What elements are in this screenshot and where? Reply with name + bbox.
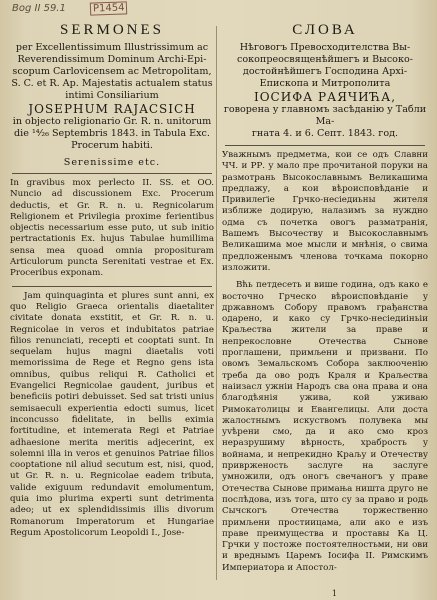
- latin-title: SERMONES: [59, 22, 165, 38]
- cyrillic-heading-line: сокопреосвященѣйшегъ и Высоко-: [237, 54, 413, 65]
- archive-mark: Bog II 59.1: [12, 3, 66, 14]
- cyrillic-title: СЛОВА: [292, 22, 358, 38]
- latin-heading-line: scopum Carlovicensem ac Metropolitam,: [12, 66, 212, 77]
- latin-date-line: die ¹⁴⁄₂₆ Septembris 1843. in Tabula Exc.: [14, 128, 210, 139]
- latin-heading-line: S. C. et R. Ap. Majestatis actualem status: [11, 78, 213, 89]
- latin-rule: [12, 286, 212, 287]
- latin-heading-line: intimi Consiliarium: [65, 90, 159, 101]
- latin-rule: [12, 173, 212, 174]
- page-number: 1: [331, 589, 337, 598]
- cyrillic-rule: [225, 145, 425, 146]
- cyrillic-author-name: ІОСИФА РАЯЧИЋА,: [253, 90, 397, 104]
- latin-paragraph: Jam quinquaginta et plures sunt anni, ex quo Religio Graeca orientalis diaetaliter civitate donata exstitit, et Gr. R. n. u. Regnicolae in veros et indubitatos patriae filios renunciati, recepti et cooptati sunt. In sequelam hujus magni diaetalis voti memorissima de Rege et Regno gens ista omnibus, quibus reliqui R. Catholici et Evangelici Regnicolae gaudent, juribus et beneficiis potiri debuisset. Sed sat tristi unius semisaeculi experientia edocti sumus, licet inconcusso fidelitate, in bellis eximia fortitudine, et intemerata Regi et Patriae adhaesione merita meritis adjecerint, ex solemni illa in veros et genuinos Patriae filios cooptatione nil aliud secutum est, nisi, quod, ut Gr. R. n. u. Regnicolae eadem tributa, valide exiguum redundavit emolumentum, quia imo plurima experti sunt detrimenta adeo; ut ex splendidissimis illis divorum Romanorum Imperatorum et Hungariae Regum Apostolicorum Leopoldi I., Jose-: [10, 290, 214, 538]
- cyrillic-heading-line: достойнѣйшегъ Господина Архі-: [242, 66, 408, 77]
- cyrillic-date-line: говорена у главномъ засѣданію у Табли Ма-: [223, 104, 427, 127]
- latin-author-name: JOSEPHUM RAJACSICH: [28, 102, 196, 116]
- column-divider: [216, 26, 217, 580]
- latin-salutation: Serenissime etc.: [63, 157, 161, 168]
- cyrillic-heading-line: Нѣговогъ Превосходителства Вы-: [239, 42, 411, 53]
- cyrillic-paragraph: Вћь петдесеть и вишe година, одъ како е восточно Грческо вѣроисповѣданіе у државномъ Собору правомъ грађанства одарено, и како су Грчко-несіедиіньіи Краљества жители за праве и непрекословне Отечества Сынове проглашени, примљени и призвани. По овомъ Земальскомъ Собора заклюоченію треба да ово родъ Краля и Краљества наіизасл ужнiи Народъ свa она права и она благодѣянія ужива, кой уживаю Римокатолицы и Евангелицы. Али доста жалостнымъ искуствомъ полувека мы уvѣрени смо, да и ако смо кроз неразрушиму вѣрность, храбрость у войнама, и непрекидно Краљу и Отечеству приврженость заслуге на заслуге умножили, одъ оногъ свечаногъ у праве Отечества Сынове примања ништа друго не послѣдова, изъ тога, што су за право и родь Сычскогъ Отечества торжественно примљени простиицама, али ако е изъ праве преимущества и проставы Ка Ц. Грчки у постоже постоятелностьми, ни ови и вреднымъ Царемъ Іосифа II. Римскимъ Империатора и Апостол-: [222, 280, 428, 573]
- stamp-note: P1454: [90, 1, 128, 15]
- cyrillic-date-line: гната 4. и 6. Септ. 1843. год.: [251, 128, 399, 139]
- latin-date-line: in objecto religionario Gr. R. n. unitorum: [12, 116, 212, 127]
- latin-date-line: Procerum habiti.: [71, 140, 153, 151]
- latin-heading-line: per Excellentissimum Illustrissimum ac: [15, 42, 209, 53]
- cyrillic-column: [222, 20, 428, 594]
- latin-column: [10, 20, 214, 594]
- cyrillic-heading-line: Епископа и Митрополита: [259, 78, 391, 89]
- cyrillic-paragraph: Уважнымъ предметма, кои се одъ Славни ЧЧ. и РР. у мало пре прочитаной поруки на размотрань Высокославнымъ Великашима предлажу, а кои вѣроисповѣданіе и Привилеґіе Грчко-несіедиьны жителя изближе додирую, налазимъ за нуждно одма съ почетка овогъ разматранія, Вашемъ Высочеству и Высокославнымъ Великашима мое мысли и мнѣнія, о свима предложенымъ членова точкама покорно изложити.: [222, 150, 428, 273]
- latin-paragraph: In gravibus mox perlecto II. SS. et OO. Nuncio ad discussionem Exc. Procerum deductis, et Gr. R. n. u. Regnicolarum Religionem et Privilegia proxime ferientibus objectis necessarium esse puto, ut sub initio pertractationis Ex. hujus Tabulae humillima sensa mea quoad omnia proposituram Articulorum puncta Serenitati vestrae et Ex. Proceribus exponam.: [10, 178, 214, 279]
- latin-heading-line: Reverendissimum Dominum Archi-Epi-: [17, 54, 207, 65]
